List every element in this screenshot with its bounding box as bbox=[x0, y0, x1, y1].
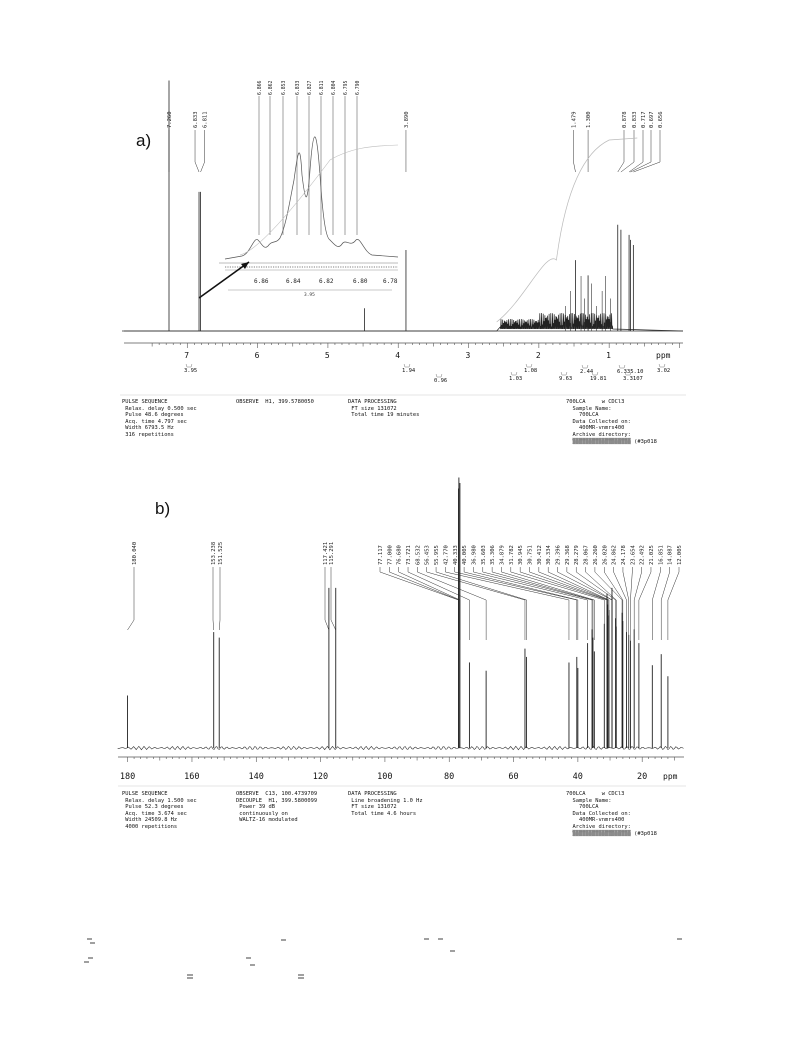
panel-label-a: a) bbox=[136, 131, 152, 150]
inset-peak-label: 6.862 bbox=[269, 80, 274, 95]
parameter-line: Width 6793.5 Hz bbox=[122, 425, 174, 432]
parameter-line: ▒▒▒▒▒▒▒▒▒▒▒▒▒▒▒▒▒▒ (#3p018 bbox=[566, 830, 657, 837]
inset-tick-label: 6.84 bbox=[286, 278, 301, 285]
tick-label: 60 bbox=[508, 772, 519, 782]
peak-label: 36.980 bbox=[471, 545, 478, 565]
parameter-line: ▒▒▒▒▒▒▒▒▒▒▒▒▒▒▒▒▒▒ (#3p018 bbox=[566, 438, 657, 445]
inset-peak-label: 6.853 bbox=[282, 80, 287, 95]
integral-bracket bbox=[436, 374, 442, 377]
tick-label: 1 bbox=[606, 351, 611, 360]
integral-bracket bbox=[404, 364, 410, 367]
integral-bracket bbox=[582, 365, 588, 368]
integral-values bbox=[184, 364, 670, 384]
integral-value: 6.335.10 bbox=[617, 369, 644, 375]
peak-label: 76.680 bbox=[396, 545, 403, 565]
tick-label: 5 bbox=[324, 351, 330, 360]
label-leader bbox=[483, 572, 592, 600]
parameter-line: WALTZ-16 modulated bbox=[236, 817, 298, 824]
inset-expansion bbox=[199, 80, 398, 298]
peak-label: 28.279 bbox=[574, 545, 581, 565]
carbon-nmr-panel bbox=[118, 478, 686, 786]
integral-value: 19.81 bbox=[590, 376, 607, 382]
peak-label: 3.890 bbox=[403, 111, 410, 128]
acquisition-parameters-b bbox=[122, 791, 197, 831]
label-leader bbox=[623, 572, 629, 600]
parameter-line: Acq. time 3.674 sec bbox=[122, 810, 187, 817]
inset-peak-label: 6.795 bbox=[344, 80, 349, 95]
peak-label: 77.000 bbox=[387, 545, 394, 565]
peak-label-group bbox=[128, 542, 683, 640]
parameter-line: 700LCA w CDCl3 bbox=[566, 791, 625, 797]
integral-value: 0.96 bbox=[434, 378, 448, 384]
inset-peak-label: 6.833 bbox=[296, 80, 301, 95]
parameter-line: Archive directory: bbox=[566, 431, 631, 438]
peak-label: 0.717 bbox=[641, 111, 647, 128]
tick-label: 3 bbox=[465, 351, 471, 360]
label-leader bbox=[219, 620, 220, 630]
peak-lines bbox=[169, 81, 633, 331]
parameter-line: Line broadening 1.0 Hz bbox=[348, 797, 423, 804]
parameter-line: Total time 19 minutes bbox=[348, 412, 420, 419]
peak-label: 30.412 bbox=[536, 545, 543, 565]
spectrum-trace bbox=[118, 746, 684, 749]
processing-parameters-b bbox=[348, 791, 423, 817]
label-leader bbox=[128, 620, 134, 630]
peak-label: 14.087 bbox=[667, 545, 674, 565]
peak-label: 30.945 bbox=[518, 545, 525, 565]
tick-label: 40 bbox=[572, 772, 583, 782]
parameter-line: PULSE SEQUENCE bbox=[122, 399, 168, 405]
integral-curve bbox=[497, 138, 638, 322]
parameter-line: FT size 131072 bbox=[348, 405, 397, 412]
peak-label: 23.654 bbox=[630, 545, 637, 565]
peak-label: 28.067 bbox=[583, 545, 590, 565]
sample-info-a bbox=[566, 399, 657, 445]
peak-label: 7.260 bbox=[167, 111, 174, 128]
parameter-line: PULSE SEQUENCE bbox=[122, 791, 168, 797]
peak-label: 0.878 bbox=[622, 111, 628, 128]
label-leader bbox=[325, 620, 329, 630]
panel-label-b: b) bbox=[155, 499, 171, 518]
label-leader bbox=[573, 162, 575, 172]
label-leader bbox=[399, 572, 460, 600]
integral-bracket bbox=[186, 364, 192, 367]
inset-trace bbox=[225, 137, 398, 259]
label-leader bbox=[633, 162, 660, 172]
label-leader bbox=[520, 572, 607, 600]
label-leader bbox=[595, 572, 622, 600]
footer-marks bbox=[84, 939, 682, 978]
integral-bracket bbox=[526, 364, 532, 367]
label-leader bbox=[630, 572, 632, 600]
label-leader bbox=[380, 572, 459, 600]
tick-label: 160 bbox=[184, 772, 200, 782]
peak-label: 26.020 bbox=[602, 545, 609, 565]
parameter-line: FT size 131072 bbox=[348, 804, 397, 811]
peak-label: 24.178 bbox=[620, 545, 627, 565]
tick-label: 2 bbox=[535, 351, 541, 360]
inset-tick-label: 6.80 bbox=[353, 278, 368, 285]
parameter-line: DATA PROCESSING bbox=[348, 791, 397, 797]
label-leader bbox=[661, 572, 669, 600]
peak-label: 55.955 bbox=[434, 545, 441, 565]
peak-label: 0.697 bbox=[649, 111, 655, 128]
peak-label: 0.833 bbox=[632, 111, 638, 128]
peak-label: 151.525 bbox=[218, 541, 224, 565]
parameter-line: 700LCA bbox=[566, 804, 599, 811]
parameter-line: 700LCA w CDCl3 bbox=[566, 399, 625, 405]
peak-label: 40.333 bbox=[452, 545, 459, 565]
parameter-line: 316 repetitions bbox=[122, 431, 174, 438]
integral-value: 2.44 bbox=[580, 369, 594, 375]
inset-peak-label: 6.811 bbox=[320, 80, 325, 95]
parameter-line: Relax. delay 1.500 sec bbox=[122, 797, 197, 804]
peak-lines bbox=[128, 478, 668, 748]
parameter-line: Data Collected on: bbox=[566, 810, 631, 817]
inset-peak-label: 6.804 bbox=[332, 80, 337, 95]
peak-label: 35.306 bbox=[490, 545, 497, 565]
peak-label: 115.291 bbox=[329, 541, 335, 565]
peak-label: 68.532 bbox=[415, 545, 422, 565]
x-axis-label: ppm bbox=[663, 772, 678, 781]
tick-label: 100 bbox=[377, 772, 393, 782]
label-leader bbox=[195, 162, 199, 172]
peak-label: 26.260 bbox=[592, 545, 599, 565]
peak-label: 30.334 bbox=[546, 545, 553, 565]
parameter-line: Pulse 48.6 degrees bbox=[122, 412, 184, 419]
parameter-line: Archive directory: bbox=[566, 823, 631, 830]
parameter-line: Width 24509.8 Hz bbox=[122, 817, 178, 824]
parameter-line: OBSERVE H1, 399.5780050 bbox=[236, 399, 314, 405]
peak-label: 1.479 bbox=[571, 111, 578, 128]
tick-label: 140 bbox=[248, 772, 264, 782]
parameter-line: Relax. delay 0.500 sec bbox=[122, 405, 197, 412]
acquisition-parameters-a bbox=[122, 399, 197, 439]
tick-label: 4 bbox=[395, 351, 401, 360]
observe-parameters-b bbox=[236, 791, 317, 824]
peak-label: 117.421 bbox=[323, 541, 329, 565]
peak-label: 24.862 bbox=[611, 545, 618, 565]
tick-label: 120 bbox=[312, 772, 329, 782]
peak-label: 31.782 bbox=[508, 545, 515, 565]
label-leader bbox=[201, 162, 205, 172]
peak-label: 1.300 bbox=[586, 111, 593, 128]
integral-bracket bbox=[511, 372, 517, 375]
parameter-line: 4000 repetitions bbox=[122, 823, 178, 830]
parameter-line: 700LCA bbox=[566, 412, 599, 419]
integral-value: 1.08 bbox=[524, 368, 538, 374]
integral-value: 1.03 bbox=[509, 376, 523, 382]
tick-label: 180 bbox=[119, 772, 136, 782]
integral-value: 3.02 bbox=[657, 368, 671, 374]
parameter-line: continuously on bbox=[236, 810, 288, 817]
peak-label-group bbox=[167, 111, 664, 172]
inset-peak-label: 6.866 bbox=[258, 80, 263, 95]
inset-tick-label: 6.82 bbox=[319, 278, 334, 285]
peak-label: 56.453 bbox=[424, 545, 431, 565]
inset-tick-label: 6.86 bbox=[254, 278, 269, 285]
label-leader bbox=[213, 620, 214, 630]
observe-parameters-a bbox=[236, 399, 314, 406]
peak-label: 40.005 bbox=[462, 545, 469, 565]
peak-label: 21.025 bbox=[648, 545, 655, 565]
inset-integral-value: 3.95 bbox=[304, 293, 315, 298]
proton-nmr-panel bbox=[120, 80, 686, 395]
peak-label: 6.833 bbox=[193, 111, 200, 128]
parameter-line: 400MR-vnmrs400 bbox=[566, 817, 625, 824]
peak-label: 77.117 bbox=[378, 545, 384, 565]
parameter-line: Total time 4.6 hours bbox=[348, 810, 417, 817]
integral-value: 1.94 bbox=[402, 368, 416, 374]
parameter-line: OBSERVE C13, 100.4739709 bbox=[236, 791, 318, 797]
parameter-line: Pulse 52.3 degrees bbox=[122, 804, 184, 811]
tick-label: 20 bbox=[636, 772, 648, 782]
x-axis-ticks bbox=[152, 343, 679, 360]
peak-label: 153.238 bbox=[211, 541, 217, 565]
integral-value: 3.3107 bbox=[623, 376, 643, 382]
peak-label: 0.656 bbox=[658, 111, 664, 128]
inset-arrow bbox=[199, 262, 249, 298]
spectrum-trace bbox=[124, 313, 683, 331]
tick-label: 80 bbox=[444, 772, 455, 782]
x-axis-ticks bbox=[120, 757, 675, 782]
label-leader bbox=[331, 620, 336, 630]
peak-label: 35.603 bbox=[480, 545, 487, 565]
peak-label: 42.770 bbox=[443, 545, 450, 565]
label-leader bbox=[389, 572, 459, 600]
inset-peak-label: 6.790 bbox=[356, 80, 361, 95]
parameter-line: Data Collected on: bbox=[566, 418, 631, 425]
peak-label: 29.396 bbox=[555, 545, 562, 565]
sample-info-b bbox=[566, 791, 657, 837]
x-axis-label: ppm bbox=[656, 351, 671, 360]
label-leader bbox=[652, 572, 660, 600]
integral-bracket bbox=[659, 364, 665, 367]
tick-label: 6 bbox=[254, 351, 260, 360]
inset-peak-label: 6.827 bbox=[308, 80, 313, 95]
peak-label: 16.851 bbox=[658, 545, 665, 565]
parameter-line: Sample Name: bbox=[566, 797, 612, 804]
inset-tick-label: 6.78 bbox=[383, 278, 398, 285]
peak-label: 6.811 bbox=[202, 111, 209, 128]
processing-parameters-a bbox=[348, 399, 419, 419]
peak-label: 73.721 bbox=[406, 545, 413, 565]
parameter-line: Power 39 dB bbox=[236, 804, 275, 811]
parameter-line: Acq. time 4.797 sec bbox=[122, 418, 187, 425]
integral-bracket bbox=[619, 365, 625, 368]
integral-bracket bbox=[561, 372, 567, 375]
peak-label: 12.005 bbox=[677, 545, 683, 565]
integral-value: 9.63 bbox=[559, 376, 573, 382]
label-leader bbox=[558, 572, 612, 600]
peak-label: 29.368 bbox=[564, 545, 571, 565]
peak-label: 22.492 bbox=[639, 545, 646, 565]
integral-value: 3.95 bbox=[184, 368, 198, 374]
label-leader bbox=[668, 572, 679, 600]
label-leader bbox=[473, 572, 587, 600]
peak-label: 30.751 bbox=[527, 545, 534, 565]
parameter-line: 400MR-vnmrs400 bbox=[566, 425, 625, 432]
tick-label: 7 bbox=[184, 351, 190, 360]
parameter-line: DECOUPLE H1, 399.5800099 bbox=[236, 797, 318, 804]
peak-label: 180.040 bbox=[132, 541, 138, 565]
parameter-line: DATA PROCESSING bbox=[348, 399, 397, 405]
peak-label: 34.879 bbox=[499, 545, 506, 565]
parameter-line: Sample Name: bbox=[566, 405, 612, 412]
